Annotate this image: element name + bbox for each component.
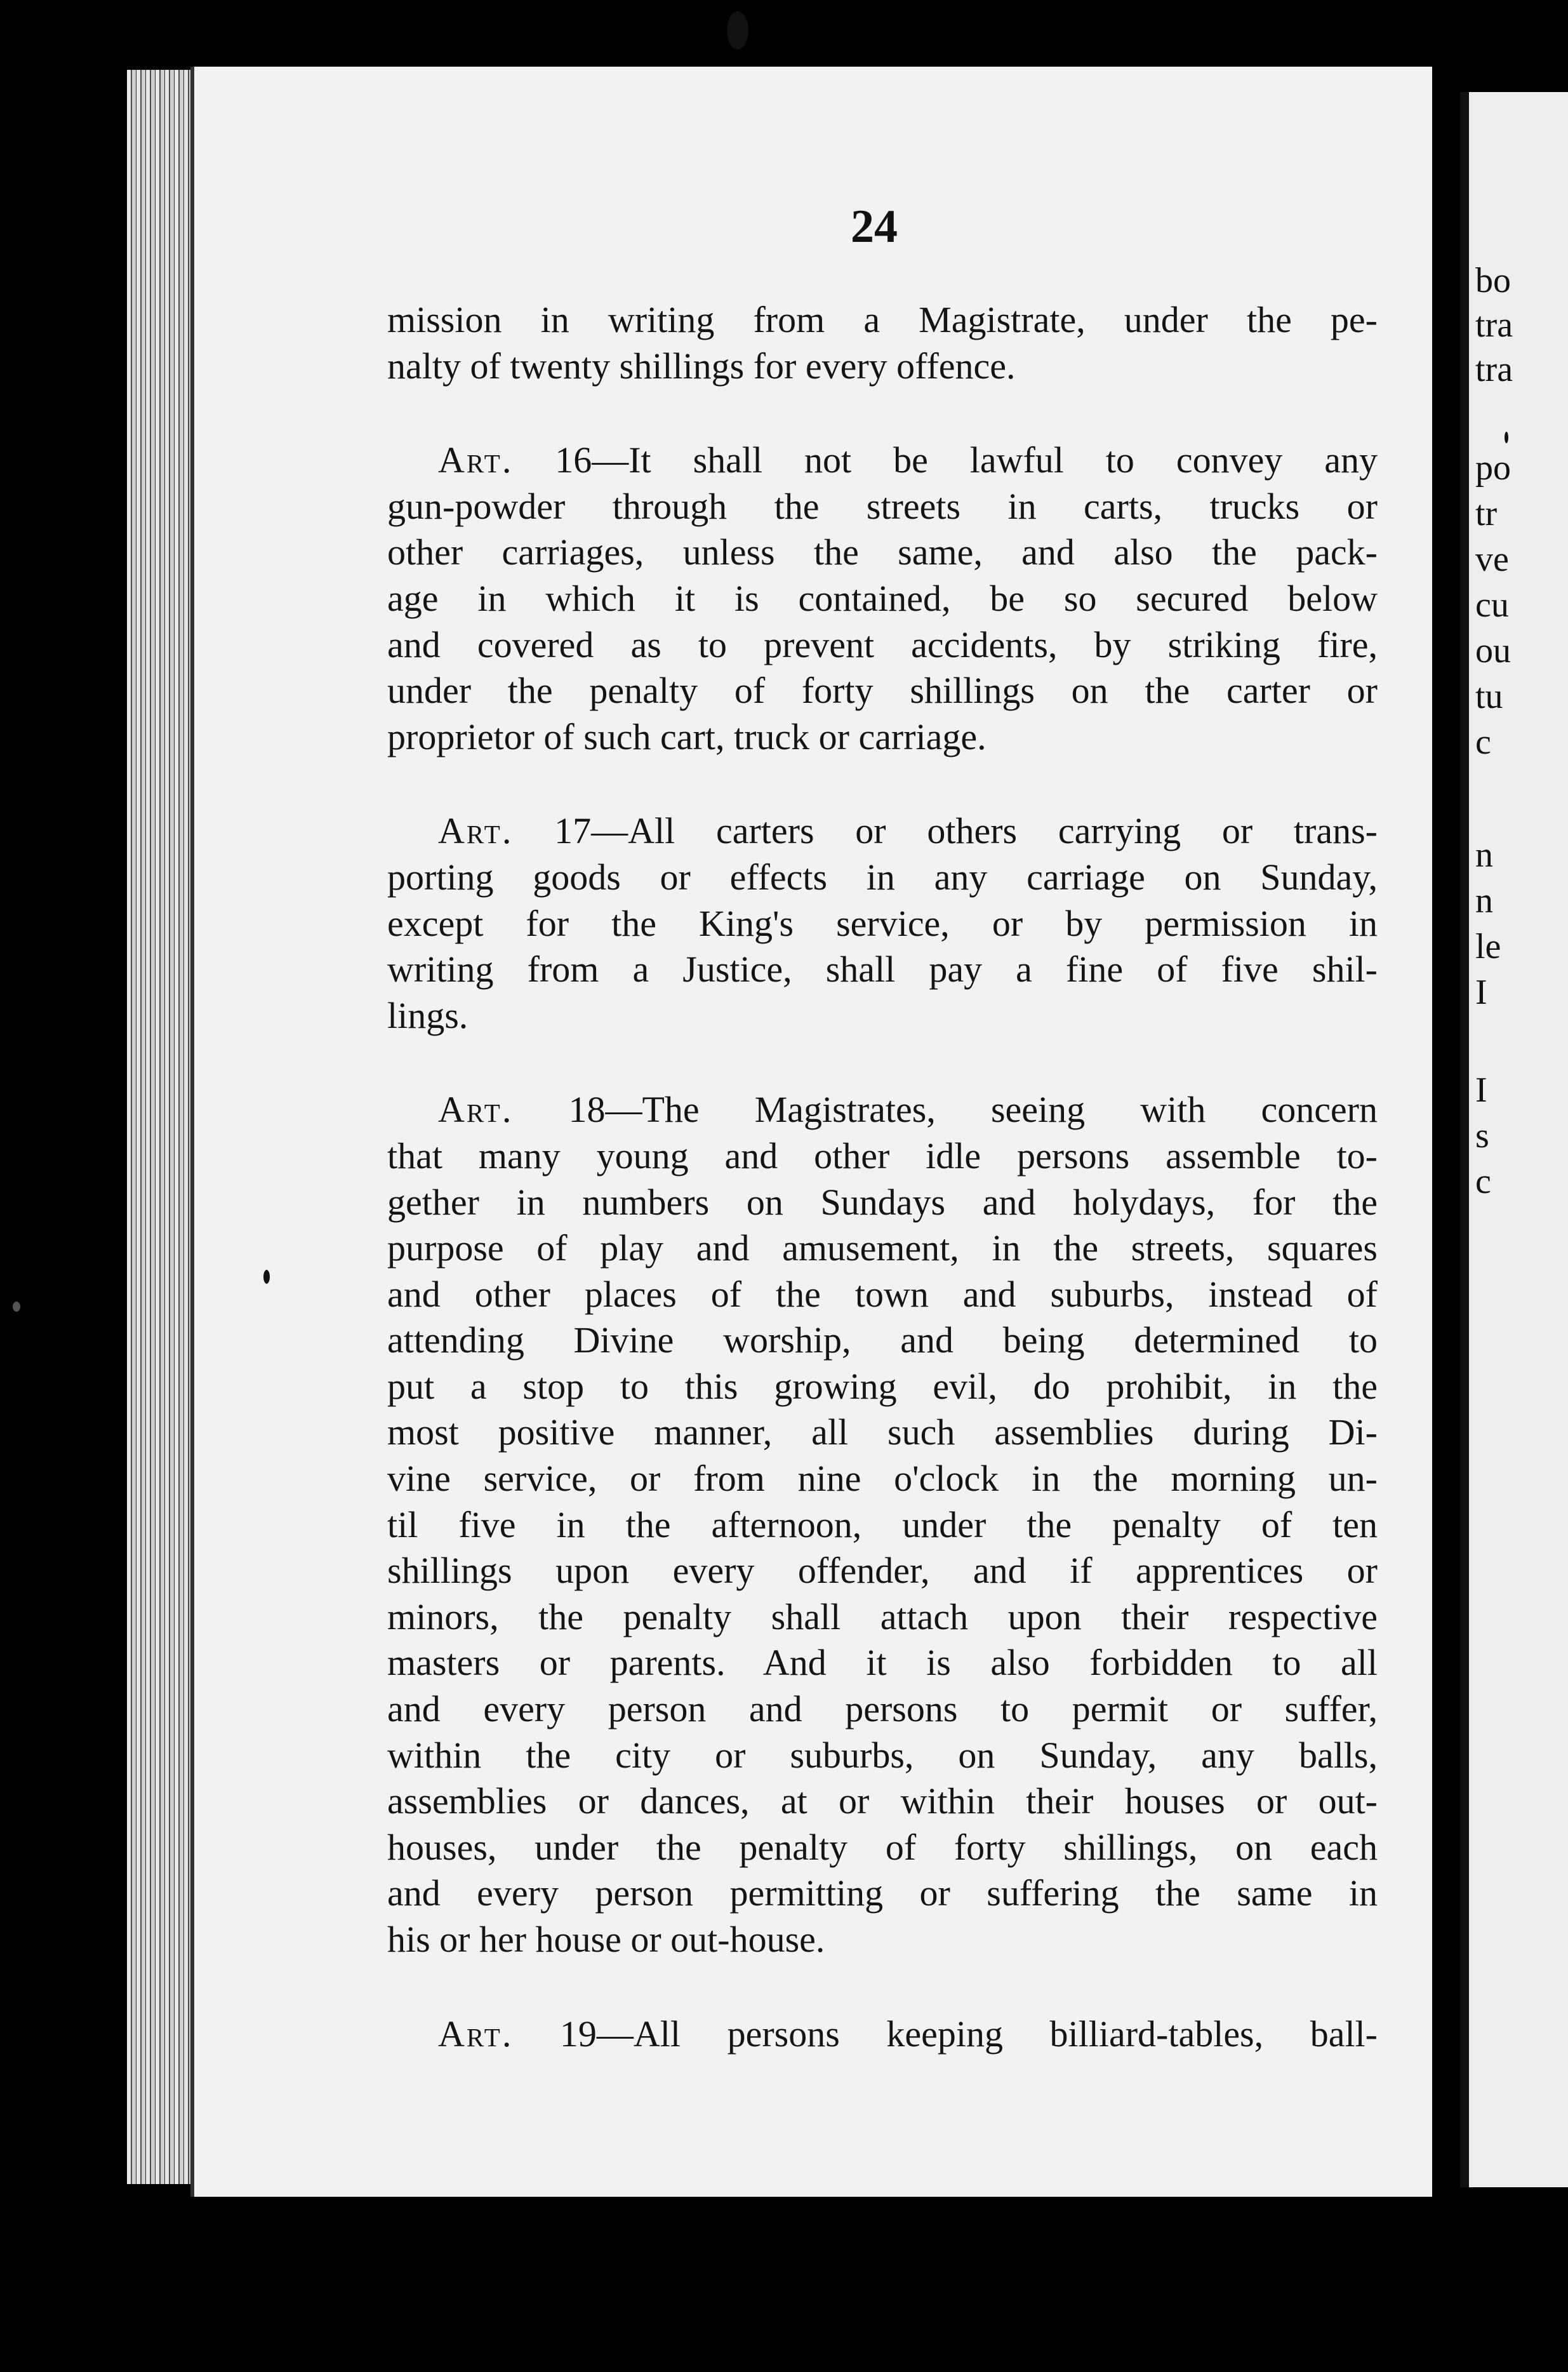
text-fragment: 18—The Magistrates, seeing with concern <box>513 1089 1378 1131</box>
text-line: except for the King's service, or by permission in <box>387 902 1378 944</box>
text-fragment: 19—All persons keeping billiard-tables, ball- <box>513 2013 1378 2055</box>
article-18-heading-line <box>387 1087 1378 1133</box>
text-line: and every person permitting or suffering the same in <box>387 1872 1378 1914</box>
facing-fragment: n <box>1475 836 1493 875</box>
article-label: Art. <box>438 1089 514 1131</box>
text-line: proprietor of such cart, truck or carriage. <box>387 716 987 757</box>
text-fragment: 17—All carters or others carrying or trans- <box>513 810 1378 852</box>
facing-fragment: le <box>1475 927 1501 966</box>
facing-fragment: tra <box>1475 305 1513 345</box>
page-body-text <box>387 297 1378 2057</box>
facing-fragment: c <box>1475 723 1491 762</box>
text-line: gun-powder through the streets in carts, trucks or <box>387 485 1378 527</box>
facing-fragment: s <box>1475 1116 1489 1156</box>
facing-fragment: tu <box>1475 677 1503 716</box>
article-16-heading-line <box>387 437 1378 484</box>
text-line: put a stop to this growing evil, do prohibit, in the <box>387 1365 1378 1407</box>
scan-speck <box>263 1270 270 1284</box>
text-line: houses, under the penalty of forty shillings, on each <box>387 1826 1378 1868</box>
text-line: til five in the afternoon, under the penalty of ten <box>387 1503 1378 1545</box>
scan-speck <box>13 1302 20 1312</box>
facing-fragment: c <box>1475 1162 1491 1201</box>
text-line: vine service, or from nine o'clock in the morning un- <box>387 1458 1378 1500</box>
text-line: gether in numbers on Sundays and holydays, for the <box>387 1181 1378 1223</box>
scan-speck <box>727 11 748 50</box>
text-line: masters or parents. And it is also forbidden to all <box>387 1642 1378 1684</box>
article-label: Art. <box>438 439 514 481</box>
text-line: minors, the penalty shall attach upon their respective <box>387 1596 1378 1637</box>
facing-fragment: tr <box>1475 494 1498 533</box>
article-label: Art. <box>438 810 514 852</box>
text-line: assemblies or dances, at or within their houses or out- <box>387 1780 1378 1822</box>
text-line: other carriages, unless the same, and also the pack- <box>387 531 1378 573</box>
facing-fragment: po <box>1475 448 1511 488</box>
text-line: and covered as to prevent accidents, by striking fire, <box>387 623 1378 665</box>
text-line: nalty of twenty shillings for every offence. <box>387 345 1016 387</box>
page-number: 24 <box>851 201 898 253</box>
text-line: most positive manner, all such assemblies during Di- <box>387 1411 1378 1453</box>
text-fragment: 16—It shall not be lawful to convey any <box>513 439 1378 481</box>
text-line: lings. <box>387 994 468 1036</box>
text-line: within the city or suburbs, on Sunday, any balls, <box>387 1734 1378 1776</box>
facing-fragment: ve <box>1475 540 1509 579</box>
text-line: age in which it is contained, be so secured below <box>387 577 1378 619</box>
facing-fragment: tra <box>1475 350 1513 389</box>
text-line: mission in writing from a Magistrate, under the pe- <box>387 299 1378 340</box>
text-line: under the penalty of forty shillings on the carter or <box>387 670 1378 712</box>
text-line: porting goods or effects in any carriage on Sunday, <box>387 856 1378 898</box>
facing-page-edge <box>1460 92 1568 2187</box>
text-line: and other places of the town and suburbs, instead of <box>387 1273 1378 1315</box>
facing-fragment: I <box>1475 973 1487 1012</box>
facing-fragment: n <box>1475 881 1493 921</box>
facing-fragment: ou <box>1475 631 1511 670</box>
page-edges <box>127 70 197 2184</box>
text-line: shillings upon every offender, and if apprentices or <box>387 1550 1378 1592</box>
text-line: his or her house or out-house. <box>387 1919 825 1960</box>
facing-fragment: I <box>1475 1070 1487 1110</box>
text-line: attending Divine worship, and being determined to <box>387 1319 1378 1361</box>
article-17-heading-line <box>387 808 1378 855</box>
facing-fragment: bo <box>1475 261 1511 300</box>
article-19-heading-line <box>387 2011 1378 2058</box>
text-line: purpose of play and amusement, in the streets, squares <box>387 1227 1378 1269</box>
facing-fragment: cu <box>1475 585 1509 625</box>
article-label: Art. <box>438 2013 514 2055</box>
text-line: that many young and other idle persons assemble to- <box>387 1135 1378 1176</box>
scan-speck <box>1505 432 1508 443</box>
text-line: writing from a Justice, shall pay a fine of five shil- <box>387 949 1378 990</box>
text-line: and every person and persons to permit or suffer, <box>387 1688 1378 1730</box>
